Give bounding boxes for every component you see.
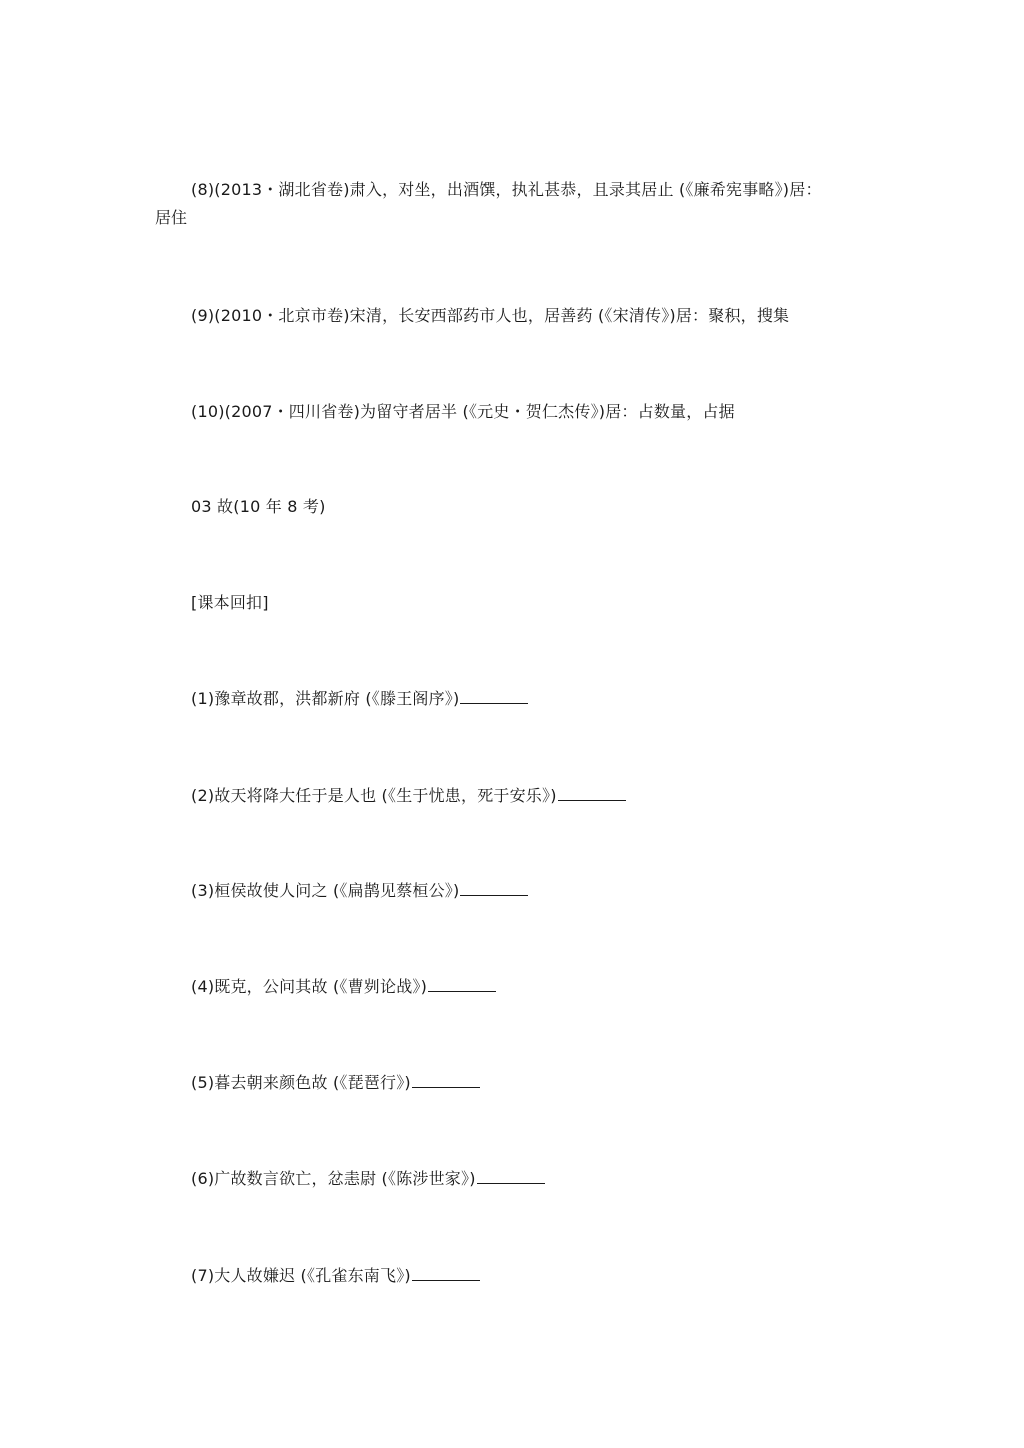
paragraph-10-text: (10)(2007・四川省卷)为留守者居半 (《元史・贺仁杰传》)居：占数量，占据 (191, 402, 735, 421)
section-heading (191, 497, 326, 517)
answer-blank[interactable] (460, 881, 528, 896)
paragraph-8-continuation (155, 208, 187, 228)
answer-blank[interactable] (428, 977, 496, 992)
paragraph-10 (191, 402, 735, 422)
exercise-item-text: (5)暮去朝来颜色故 (《琵琶行》) (191, 1073, 411, 1092)
exercise-item-text: (1)豫章故郡，洪都新府 (《滕王阁序》) (191, 689, 460, 708)
exercise-item (191, 786, 626, 806)
subsection-label-text: [课本回扣] (191, 593, 269, 612)
paragraph-9-text: (9)(2010・北京市卷)宋清，长安西部药市人也，居善药 (《宋清传》)居：聚积，搜集 (191, 306, 790, 325)
exercise-item-text: (3)桓侯故使人问之 (《扁鹊见蔡桓公》) (191, 881, 460, 900)
exercise-item (191, 1169, 545, 1189)
paragraph-8 (191, 180, 822, 200)
subsection-label (191, 593, 269, 613)
paragraph-9 (191, 306, 789, 326)
exercise-item-text: (4)既克，公问其故 (《曹刿论战》) (191, 977, 428, 996)
exercise-item-text: (6)广故数言欲亡，忿恚尉 (《陈涉世家》) (191, 1169, 476, 1188)
exercise-item (191, 1073, 480, 1093)
paragraph-8-continuation-text: 居住 (155, 208, 188, 227)
answer-blank[interactable] (477, 1169, 545, 1184)
exercise-item-text: (2)故天将降大任于是人也 (《生于忧患，死于安乐》) (191, 786, 557, 805)
paragraph-8-text: (8)(2013・湖北省卷)肃入，对坐，出酒馔，执礼甚恭，且录其居止 (《廉希宪事略》)居： (191, 180, 822, 199)
exercise-item-text: (7)大人故嫌迟 (《孔雀东南飞》) (191, 1266, 411, 1285)
answer-blank[interactable] (460, 689, 528, 704)
exercise-item (191, 881, 528, 901)
answer-blank[interactable] (412, 1073, 480, 1088)
answer-blank[interactable] (558, 786, 626, 801)
section-heading-text: 03 故(10 年 8 考) (191, 497, 326, 516)
exercise-item (191, 1266, 480, 1286)
exercise-item (191, 977, 496, 997)
answer-blank[interactable] (412, 1266, 480, 1281)
exercise-item (191, 689, 528, 709)
